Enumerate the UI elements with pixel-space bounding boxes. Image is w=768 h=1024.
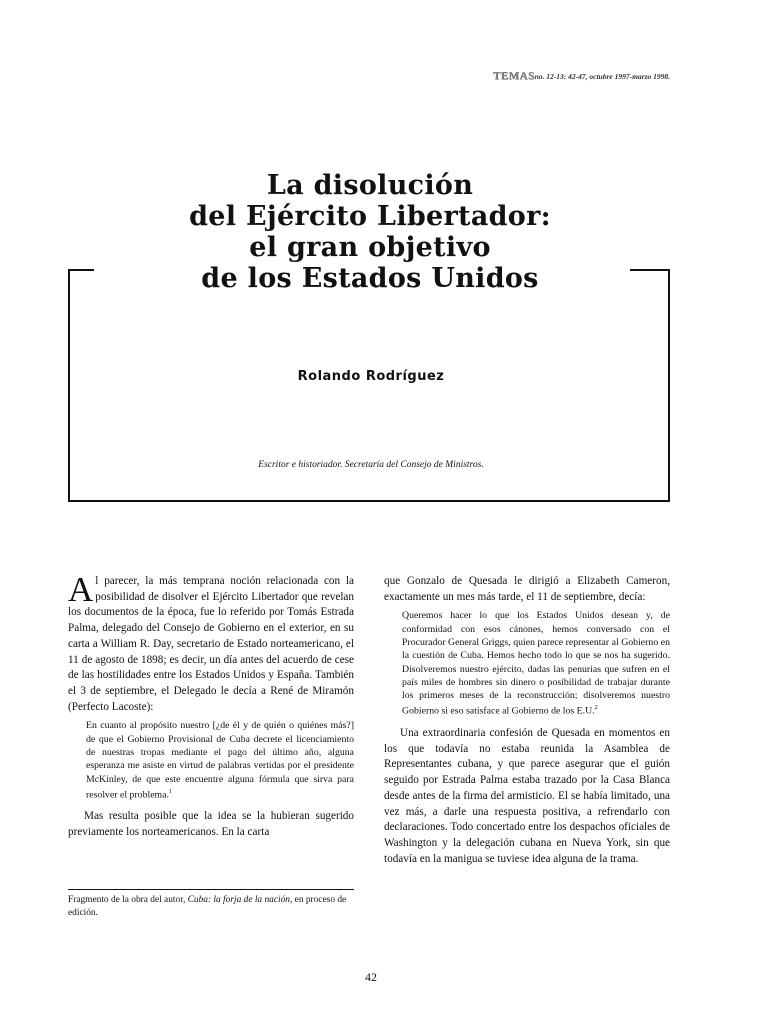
body-paragraph: Mas resulta posible que la idea se la hubieran sugerido previamente los norteamericanos. En la carta xyxy=(68,810,354,839)
journal-logo: TEMAS xyxy=(492,70,535,82)
body-paragraph: Una extraordinaria confesión de Quesada en momentos en los que todavía no estaba reunida la Asamblea de Representantes cubana, y que parece asegurar que el guión seguido por Estrada Palma estaba trazado por la Casa Blanca desde antes de la firma del armisticio. El se había limitado, una vez más, a darle una respuesta positiva, a refrendarlo con declaraciones. Todo concertado entre los despachos oficiales de Washington y la delegación cubana en Nueva York, sin que todavía en la manigua se tuviese idea alguna de la trama. xyxy=(384,727,670,865)
quote-text: En cuanto al propósito nuestro [¿de él y de quién o quiénes más?] de que el Gobierno Provisional de Cuba decrete el licenciamiento de nuestras tropas mediante el pago del último año, alguna esperanza me asiste en virtud de palabras vertidas por el presidente McKinley, de que este encuentre alguna fórmula que sirva para resolver el problema. xyxy=(86,720,354,801)
author-name: Rolando Rodríguez xyxy=(297,369,445,384)
page-number: 42 xyxy=(365,970,377,984)
quote-text: Queremos hacer lo que los Estados Unidos desean y, de conformidad con esos cánones, hemos conversado con el Procurador General Griggs, quien parece representar al Gobierno en la cuestión de Cuba. Hemos hecho todo lo que se nos ha sugerido. Disolveremos nuestro ejército, dadas las penurias que sufren en el país miles de hombres sin dinero o posibilidad de trabajar durante los primeros meses de la reconstrucción; disolveremos nuestro Gobierno si eso satisface al Gobierno de los E.U. xyxy=(402,610,670,717)
title-line: del Ejército Libertador: xyxy=(189,201,551,232)
footnote-work-title: Cuba: la forja de la nación xyxy=(187,895,290,905)
footnote-suffix: , en proceso de edición. xyxy=(68,895,347,918)
article-title xyxy=(110,170,630,294)
title-line: La disolución xyxy=(266,170,474,201)
intro-text: l parecer, la más temprana noción relacionada con la posibilidad de disolver el Ejército Libertador que revelan los documentos de la época, fue lo referido por Tomás Estrada Palma, delegado del Consejo de Gobierno en el exterior, en su carta a William R. Day, secretario de Estado norteamericano, el 11 de agosto de 1898; es decir, un día antes del acuerdo de cese de las hostilidades entre los Estados Unidos y España. También el 3 de septiembre, el Delegado le decía a René de Miramón (Perfecto Lacoste): xyxy=(68,575,354,713)
footnote xyxy=(68,894,354,920)
body-paragraph: que Gonzalo de Quesada le dirigió a Elizabeth Cameron, exactamente un mes más tarde, el 11 de septiembre, decía: xyxy=(384,575,670,603)
block-quote xyxy=(402,609,670,718)
journal-citation xyxy=(493,70,670,82)
citation-text: no. 12-13: 42-47, octubre 1997-marzo 1998. xyxy=(534,72,670,81)
right-column xyxy=(384,574,670,867)
footnote-ref: 1 xyxy=(168,788,172,795)
left-column xyxy=(68,570,354,841)
block-quote xyxy=(86,719,354,801)
footnote-divider xyxy=(68,889,354,890)
author-affiliation: Escritor e historiador. Secretaría del Consejo de Ministros. xyxy=(258,460,484,470)
footnote-ref: 2 xyxy=(594,705,598,712)
footnote-prefix: Fragmento de la obra del autor, xyxy=(68,895,188,905)
title-line: el gran objetivo xyxy=(249,232,491,263)
title-line: de los Estados Unidos xyxy=(201,263,539,294)
intro-paragraph xyxy=(68,570,354,715)
frame-top-left-edge xyxy=(68,269,94,271)
drop-cap: A xyxy=(68,570,94,609)
